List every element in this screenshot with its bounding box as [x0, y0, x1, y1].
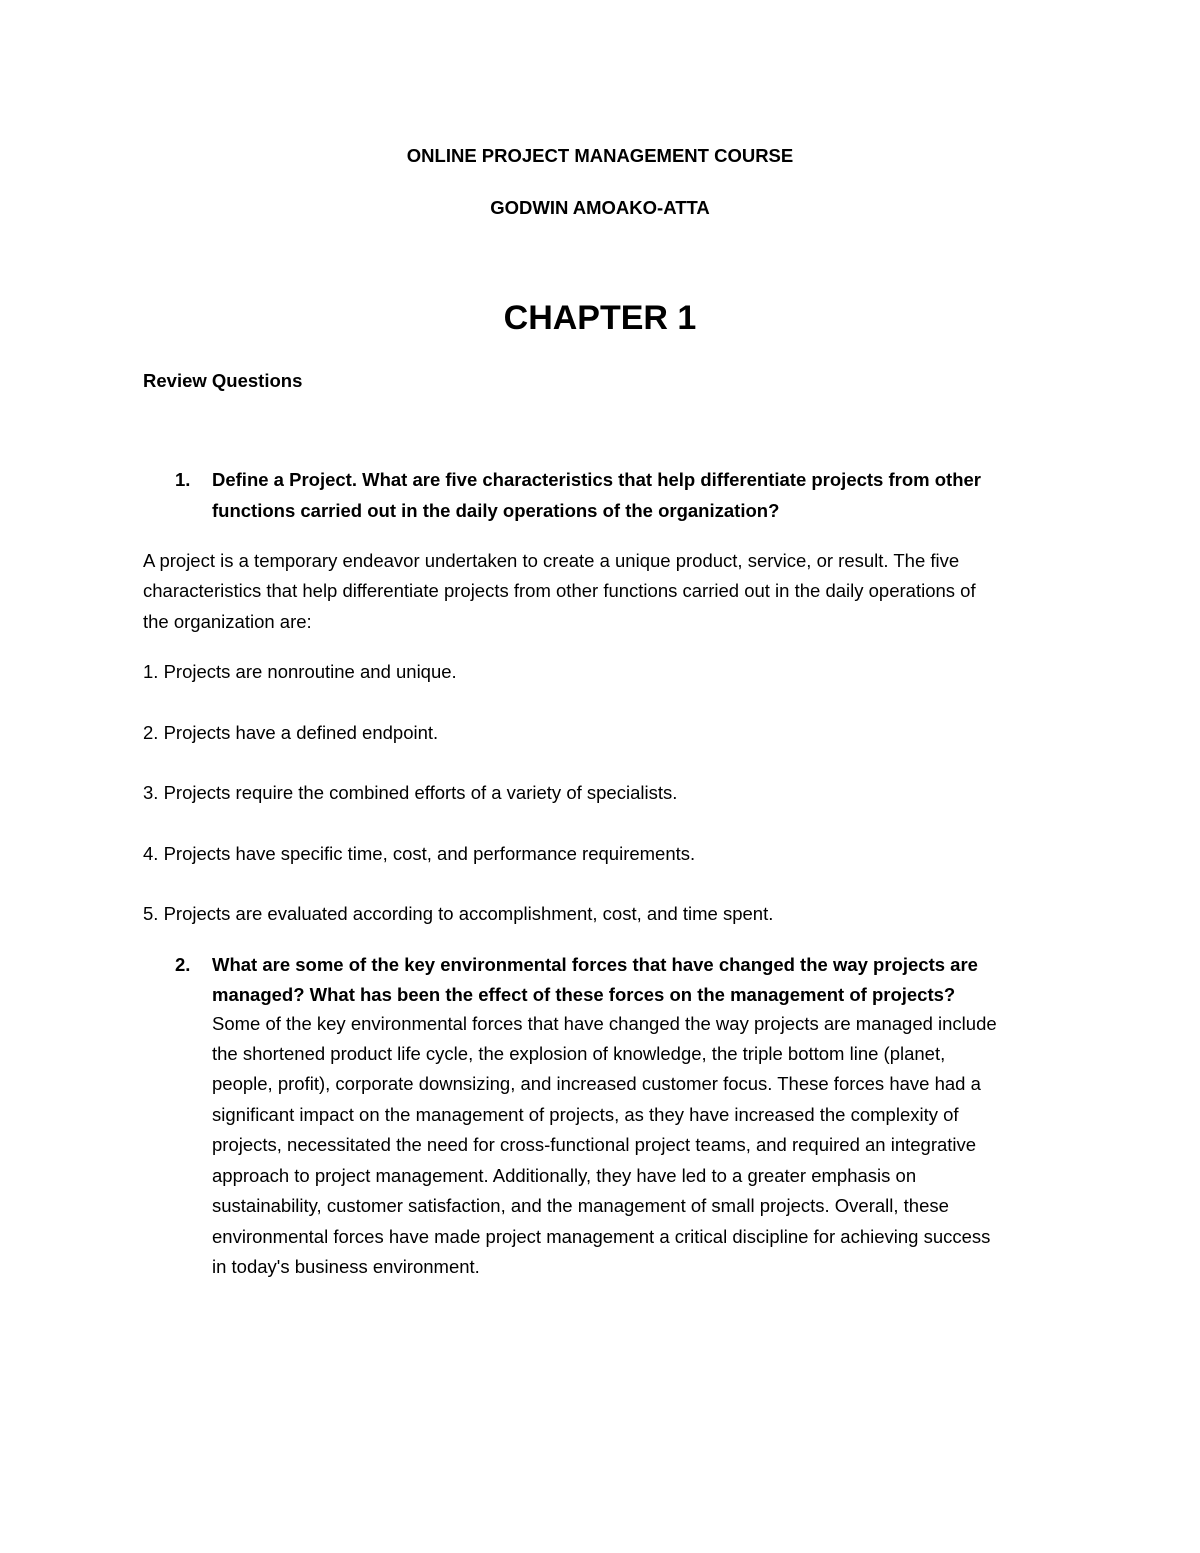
answer-2-line: in today's business environment.: [212, 1256, 480, 1277]
characteristic-item: 3. Projects require the combined efforts of a variety of specialists.: [143, 782, 678, 803]
question-1-number: 1.: [175, 469, 191, 490]
answer-2-line: sustainability, customer satisfaction, and the management of small projects. Overall, these: [212, 1195, 949, 1216]
answer-2-line: projects, necessitated the need for cross-functional project teams, and required an integrative: [212, 1134, 977, 1155]
answer-2-line: approach to project management. Additionally, they have led to a greater emphasis on: [212, 1165, 917, 1186]
characteristic-item: 4. Projects have specific time, cost, and performance requirements.: [143, 843, 696, 864]
course-title: ONLINE PROJECT MANAGEMENT COURSE: [406, 145, 794, 166]
characteristic-item: 1. Projects are nonroutine and unique.: [143, 661, 457, 682]
answer-2-line: the shortened product life cycle, the explosion of knowledge, the triple bottom line (planet,: [212, 1043, 946, 1064]
answer-1-line: A project is a temporary endeavor undertaken to create a unique product, service, or result. The five: [143, 550, 960, 571]
chapter-heading: CHAPTER 1: [503, 299, 697, 337]
question-2-line: managed? What has been the effect of these forces on the management of projects?: [212, 984, 956, 1005]
author-name: GODWIN AMOAKO-ATTA: [490, 197, 710, 218]
question-1-line: functions carried out in the daily operations of the organization?: [212, 500, 780, 521]
answer-1-line: the organization are:: [143, 611, 312, 632]
section-heading: Review Questions: [143, 370, 303, 391]
characteristic-item: 2. Projects have a defined endpoint.: [143, 722, 439, 743]
question-2-number: 2.: [175, 954, 191, 975]
answer-2-line: environmental forces have made project management a critical discipline for achieving success: [212, 1226, 991, 1247]
answer-2-line: Some of the key environmental forces that have changed the way projects are managed include: [212, 1013, 997, 1034]
answer-1-line: characteristics that help differentiate projects from other functions carried out in the daily operations of: [143, 580, 976, 601]
answer-2-line: people, profit), corporate downsizing, and increased customer focus. These forces have had a: [212, 1073, 981, 1094]
characteristic-item: 5. Projects are evaluated according to accomplishment, cost, and time spent.: [143, 903, 774, 924]
question-2-line: What are some of the key environmental forces that have changed the way projects are: [212, 954, 978, 975]
answer-2-line: significant impact on the management of projects, as they have increased the complexity of: [212, 1104, 959, 1125]
question-1-line: Define a Project. What are five characteristics that help differentiate projects from other: [212, 469, 981, 490]
